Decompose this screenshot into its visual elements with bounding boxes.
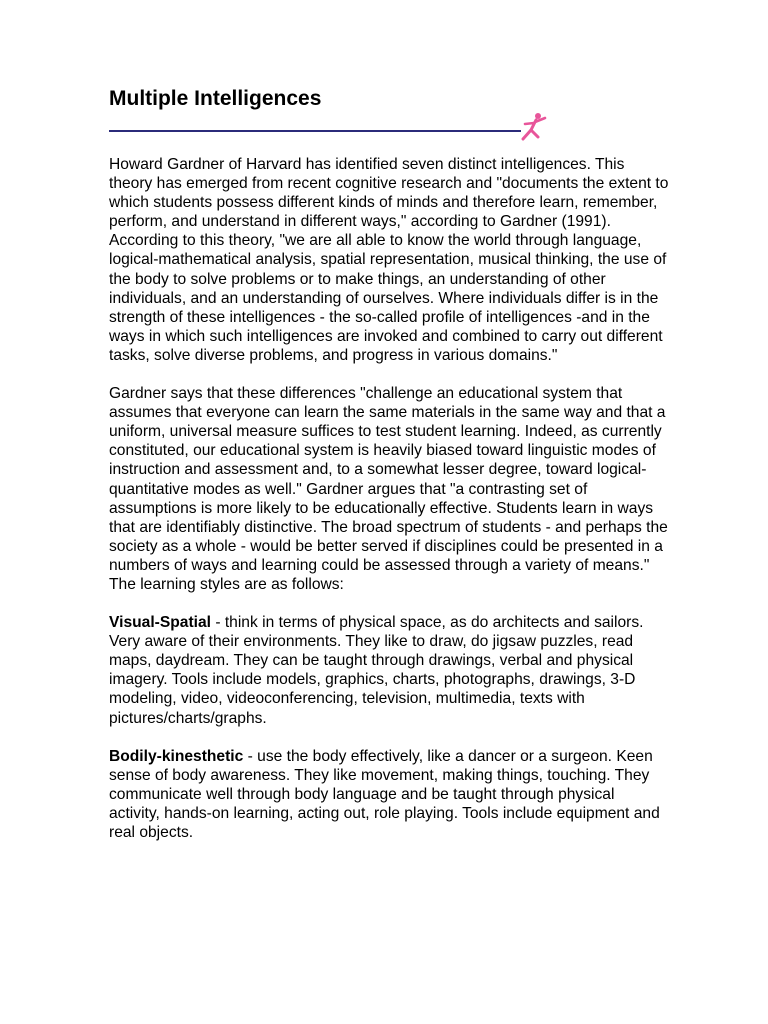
style-visual-spatial bbox=[109, 613, 669, 728]
page-title: Multiple Intelligences bbox=[109, 87, 322, 110]
style-term: Visual-Spatial bbox=[109, 614, 211, 632]
document-body bbox=[109, 155, 669, 861]
style-term: Bodily-kinesthetic bbox=[109, 747, 244, 765]
title-underline bbox=[109, 112, 544, 142]
style-bodily-kinesthetic bbox=[109, 747, 669, 842]
style-description: - think in terms of physical space, as do architects and sailors. Very aware of their environments. They like to draw, do jigsaw puzzles, read maps, daydream. They can be taught through drawings, verbal and physical imagery. Tools include models, graphics, charts, photographs, drawings, 3-D modeling, video, videoconferencing, television, multimedia, texts with pictures/charts/graphs. bbox=[109, 614, 644, 727]
gardner-paragraph: Gardner says that these differences "challenge an educational system that assumes that everyone can learn the same materials in the same way and that a uniform, universal measure suffices to test student learning. Indeed, as currently constituted, our educational system is heavily biased toward linguistic modes of instruction and assessment and, to a somewhat lesser degree, toward logical-quantitative modes as well." Gardner argues that "a contrasting set of assumptions is more likely to be educationally effective. Students learn in ways that are identifiably distinctive. The broad spectrum of students - and perhaps the society as a whole - would be better served if disciplines could be presented in a numbers of ways and learning could be assessed through a variety of means." The learning styles are as follows: bbox=[109, 385, 668, 593]
intro-paragraph: Howard Gardner of Harvard has identified seven distinct intelligences. This theory has emerged from recent cognitive research and "documents the extent to which students possess different kinds of minds and therefore learn, remember, perform, and understand in different ways," according to Gardner (1991). According to this theory, "we are all able to know the world through language, logical-mathematical analysis, spatial representation, musical thinking, the use of the body to solve problems or to make things, an understanding of other individuals, and an understanding of ourselves. Where individuals differ is in the strength of these intelligences - the so-called profile of intelligences -and in the ways in which such intelligences are invoked and combined to carry out different tasks, solve diverse problems, and progress in various domains." bbox=[109, 156, 669, 364]
leaping-person-icon bbox=[517, 112, 549, 142]
divider-line bbox=[109, 130, 521, 132]
style-description: - use the body effectively, like a dancer or a surgeon. Keen sense of body awareness. They like movement, making things, touching. They communicate well through body language and be taught through physical activity, hands-on learning, acting out, role playing. Tools include equipment and real objects. bbox=[109, 747, 660, 841]
